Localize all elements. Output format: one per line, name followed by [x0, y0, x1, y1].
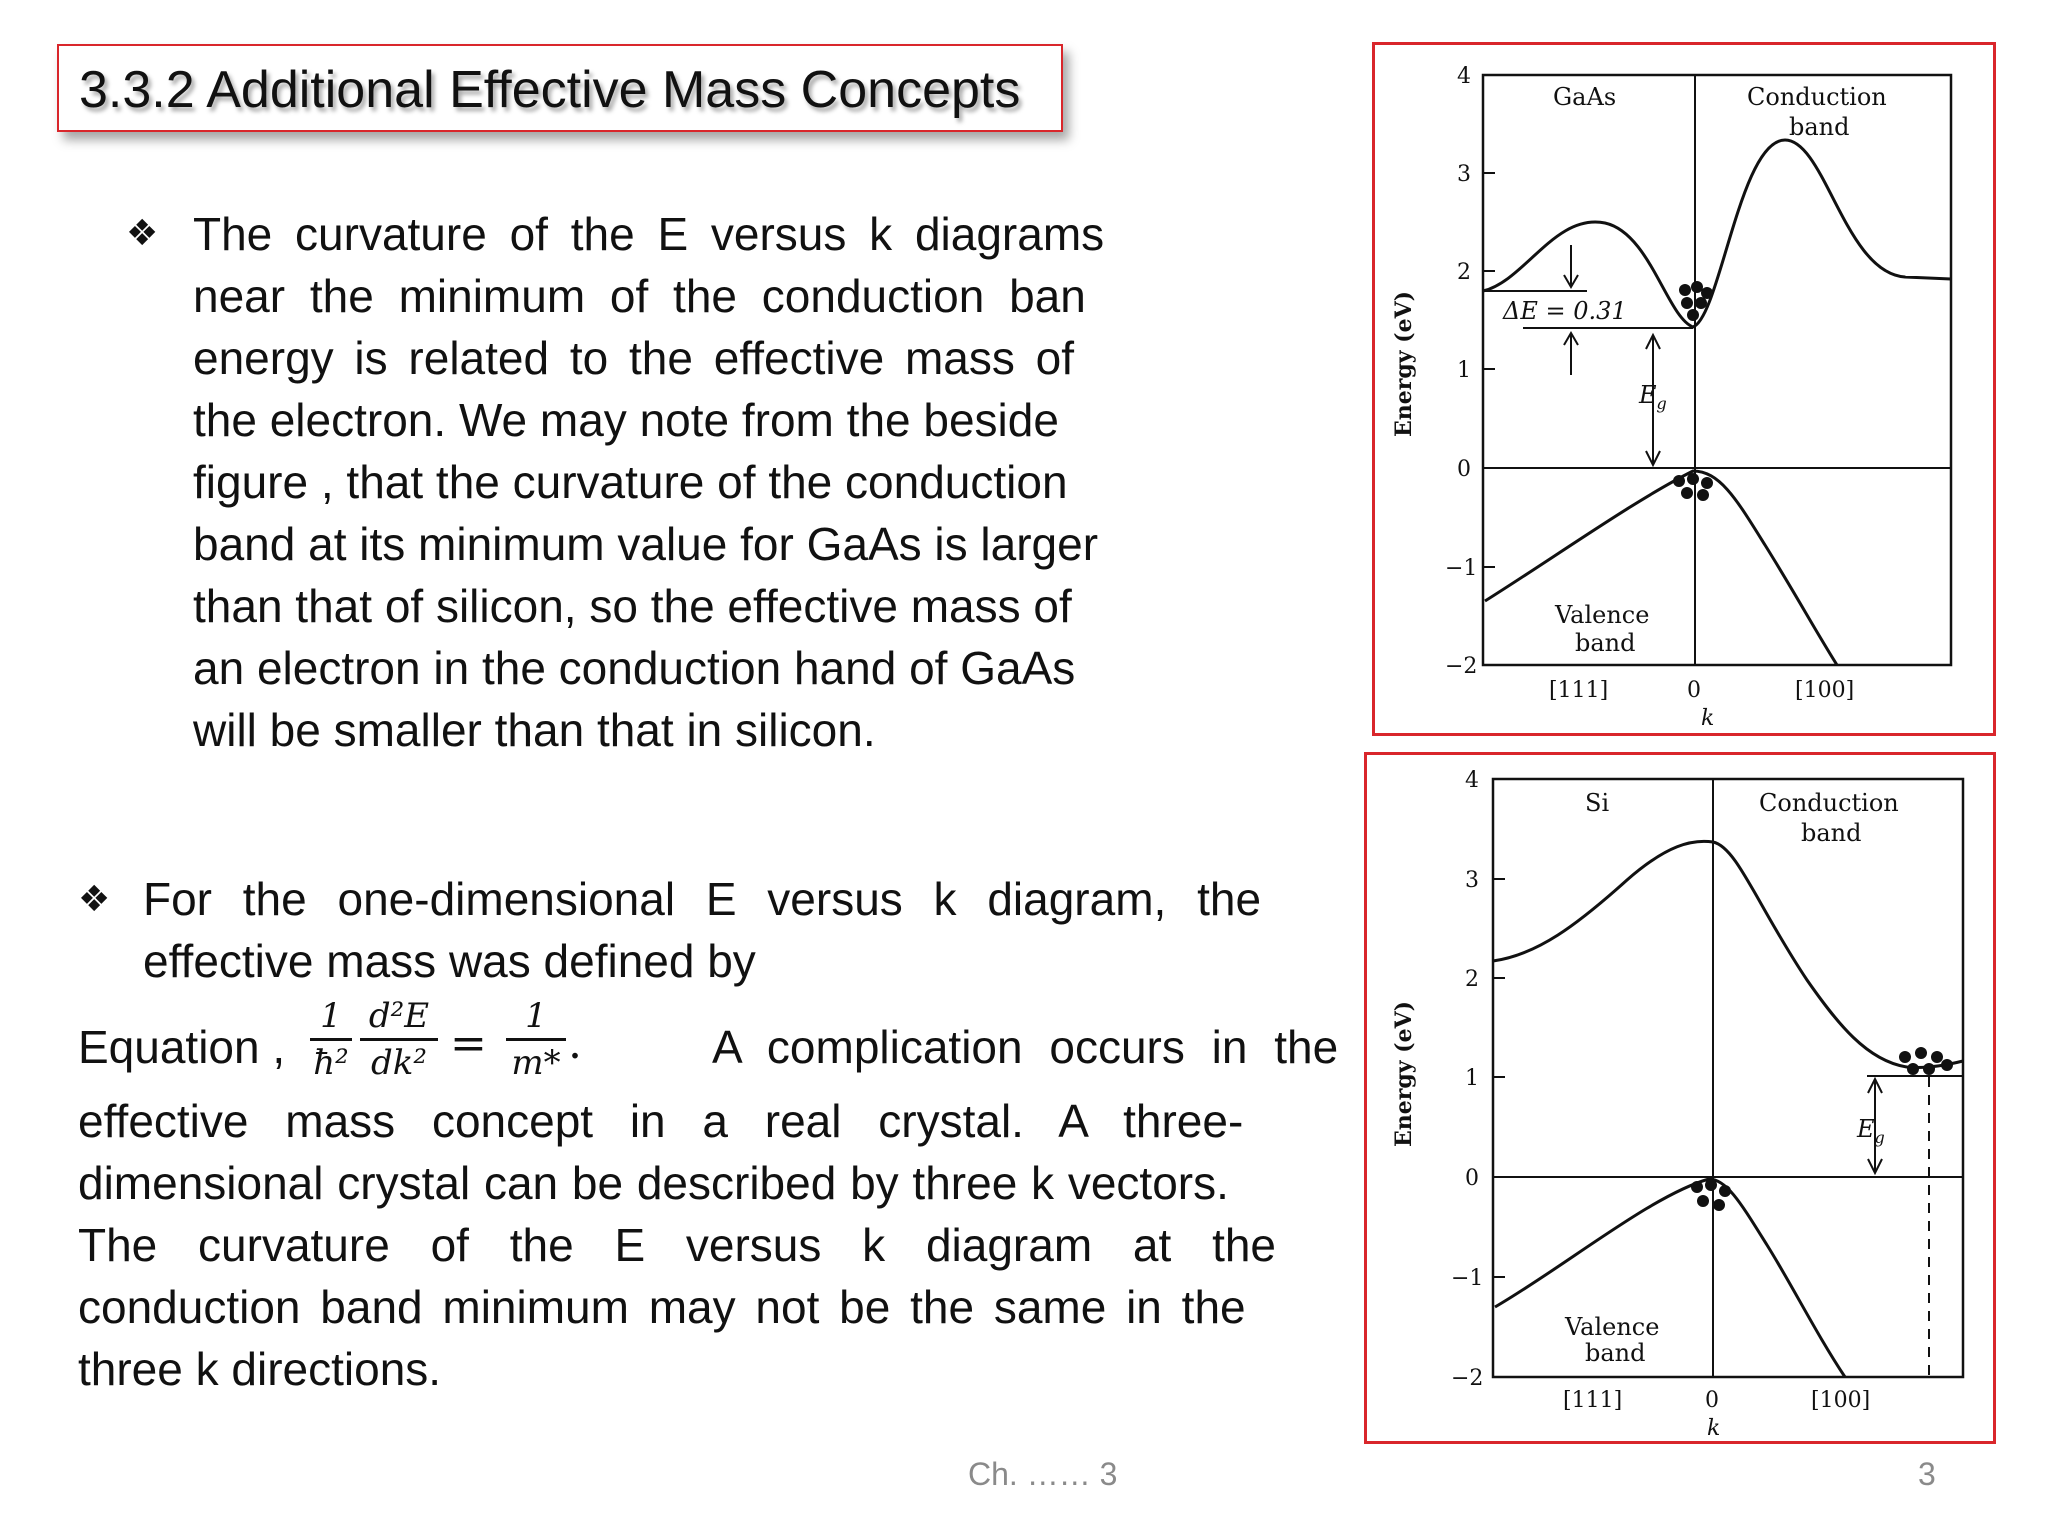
y-tick-label: 3: [1457, 162, 1471, 187]
y-tick-label: 0: [1457, 457, 1471, 482]
bandgap-subscript: g: [1874, 1128, 1885, 1147]
valence-band-label: Valence: [1555, 601, 1650, 629]
si-band-diagram-frame: [1364, 752, 1996, 1444]
equation-period: .: [568, 1018, 582, 1069]
y-tick-label: −2: [1451, 1366, 1484, 1391]
x-tick-label: 0: [1705, 1388, 1719, 1413]
paragraph-line: effective mass was defined by: [143, 935, 756, 987]
y-tick-label: 0: [1465, 1166, 1479, 1191]
fraction-bar: [360, 1038, 438, 1041]
paragraph-line: effective mass concept in a real crystal. A three-: [78, 1095, 1244, 1147]
paragraph-line: will be smaller than that in silicon.: [193, 704, 876, 756]
hole-dots: [1691, 1179, 1731, 1211]
valence-band-curve: [1485, 471, 1837, 665]
slide-title: 3.3.2 Additional Effective Mass Concepts: [79, 61, 1021, 119]
plot-border: [1493, 779, 1963, 1377]
conduction-band-label: Conduction: [1759, 789, 1899, 817]
bandgap-label: [1638, 381, 1667, 413]
page-number: 3: [1918, 1456, 1936, 1492]
equation-tail-text: A complication occurs in the: [712, 1021, 1339, 1073]
electron-dots: [1679, 281, 1713, 321]
fraction-numerator: 1: [320, 996, 342, 1036]
hole-dots: [1673, 473, 1713, 501]
bullet-icon: ❖: [78, 878, 111, 919]
delta-e-arrow-down: [1564, 245, 1578, 287]
x-axis-label: k: [1707, 1416, 1721, 1441]
y-tick-label: −1: [1451, 1266, 1484, 1291]
y-tick-label: 2: [1465, 967, 1479, 992]
y-tick-label: 1: [1457, 358, 1471, 383]
title-box: [57, 44, 1063, 132]
si-band-diagram: [1367, 755, 1993, 1441]
paragraph-line: The curvature of the E versus k diagrams: [193, 208, 1105, 260]
fraction-bar: [506, 1038, 566, 1041]
x-tick-label: [100]: [1795, 678, 1855, 703]
chapter-footer: Ch. …… 3: [968, 1456, 1118, 1492]
y-ticks: [1483, 173, 1495, 567]
delta-e-arrow-up: [1564, 333, 1578, 375]
x-tick-label: [100]: [1811, 1388, 1871, 1413]
equation-prefix: Equation ,: [78, 1021, 286, 1073]
paragraph-three-dimensional: [78, 1090, 1290, 1400]
paragraph-line: For the one-dimensional E versus k diagram, the: [143, 873, 1262, 925]
paragraph-definition: [143, 868, 1291, 992]
fraction-denominator: ħ²: [313, 1043, 349, 1083]
paragraph-line: than that of silicon, so the effective mass of: [193, 580, 1072, 632]
x-tick-label: 0: [1687, 678, 1701, 703]
paragraph-line: three k directions.: [78, 1343, 442, 1395]
paragraph-line: energy is related to the effective mass of: [193, 332, 1075, 384]
bandgap-label: [1856, 1115, 1885, 1147]
paragraph-line: the electron. We may note from the beside: [193, 394, 1059, 446]
y-tick-label: 2: [1457, 260, 1471, 285]
paragraph-line: figure , that the curvature of the conduction: [193, 456, 1068, 508]
fraction-denominator: m*: [511, 1043, 561, 1083]
y-tick-label: −2: [1445, 654, 1478, 679]
fraction-bar: [310, 1038, 352, 1041]
y-tick-label: 1: [1465, 1066, 1479, 1091]
fraction-numerator: 1: [525, 996, 547, 1036]
bandgap-symbol: E: [1857, 1115, 1875, 1143]
paragraph-line: an electron in the conduction hand of GaAs: [193, 642, 1076, 694]
y-axis-label: Energy (eV): [1391, 290, 1417, 437]
paragraph-line: band at its minimum value for GaAs is larger: [193, 518, 1099, 570]
material-label: GaAs: [1553, 83, 1617, 111]
y-tick-label: 3: [1465, 868, 1479, 893]
x-tick-label: [111]: [1549, 678, 1609, 703]
paragraph-curvature: [193, 203, 1121, 761]
x-axis-label: k: [1701, 706, 1715, 731]
valence-band-label: Valence: [1565, 1313, 1660, 1341]
paragraph-line: dimensional crystal can be described by three k vectors.: [78, 1157, 1229, 1209]
material-label: Si: [1585, 789, 1610, 817]
valence-band-label: band: [1575, 629, 1636, 657]
plot-border: [1483, 75, 1951, 665]
paragraph-line: conduction band minimum may not be the same in the: [78, 1281, 1246, 1333]
conduction-band-label: band: [1789, 113, 1850, 141]
valence-band-curve: [1495, 1179, 1845, 1377]
y-tick-label: 4: [1465, 768, 1479, 793]
conduction-band-label: band: [1801, 819, 1862, 847]
fraction-one-over-hbar-squared: [310, 996, 352, 1083]
gaas-band-diagram: [1375, 45, 1993, 733]
valence-band-label: band: [1585, 1339, 1646, 1367]
electron-dots: [1899, 1047, 1953, 1075]
bullet-icon: ❖: [126, 212, 159, 253]
y-tick-label: −1: [1445, 556, 1478, 581]
fraction-denominator: dk²: [371, 1043, 427, 1083]
paragraph-line: near the minimum of the conduction ban: [193, 270, 1086, 322]
fraction-inverse-mass: [506, 996, 566, 1083]
conduction-band-label: Conduction: [1747, 83, 1887, 111]
gaas-band-diagram-frame: [1372, 42, 1996, 736]
equals-sign: =: [450, 1018, 487, 1069]
y-axis-label: Energy (eV): [1391, 1000, 1417, 1147]
y-tick-label: 4: [1457, 64, 1471, 89]
fraction-second-derivative: [360, 996, 438, 1083]
fraction-numerator: d²E: [368, 996, 430, 1036]
paragraph-line: The curvature of the E versus k diagram at the: [78, 1219, 1277, 1271]
delta-e-label: ΔE = 0.31: [1503, 297, 1627, 325]
y-ticks: [1493, 879, 1505, 1277]
bandgap-symbol: E: [1639, 381, 1657, 409]
conduction-band-curve: [1493, 841, 1963, 1067]
x-tick-label: [111]: [1563, 1388, 1623, 1413]
bandgap-subscript: g: [1656, 394, 1667, 413]
equation-row: [78, 996, 1339, 1096]
